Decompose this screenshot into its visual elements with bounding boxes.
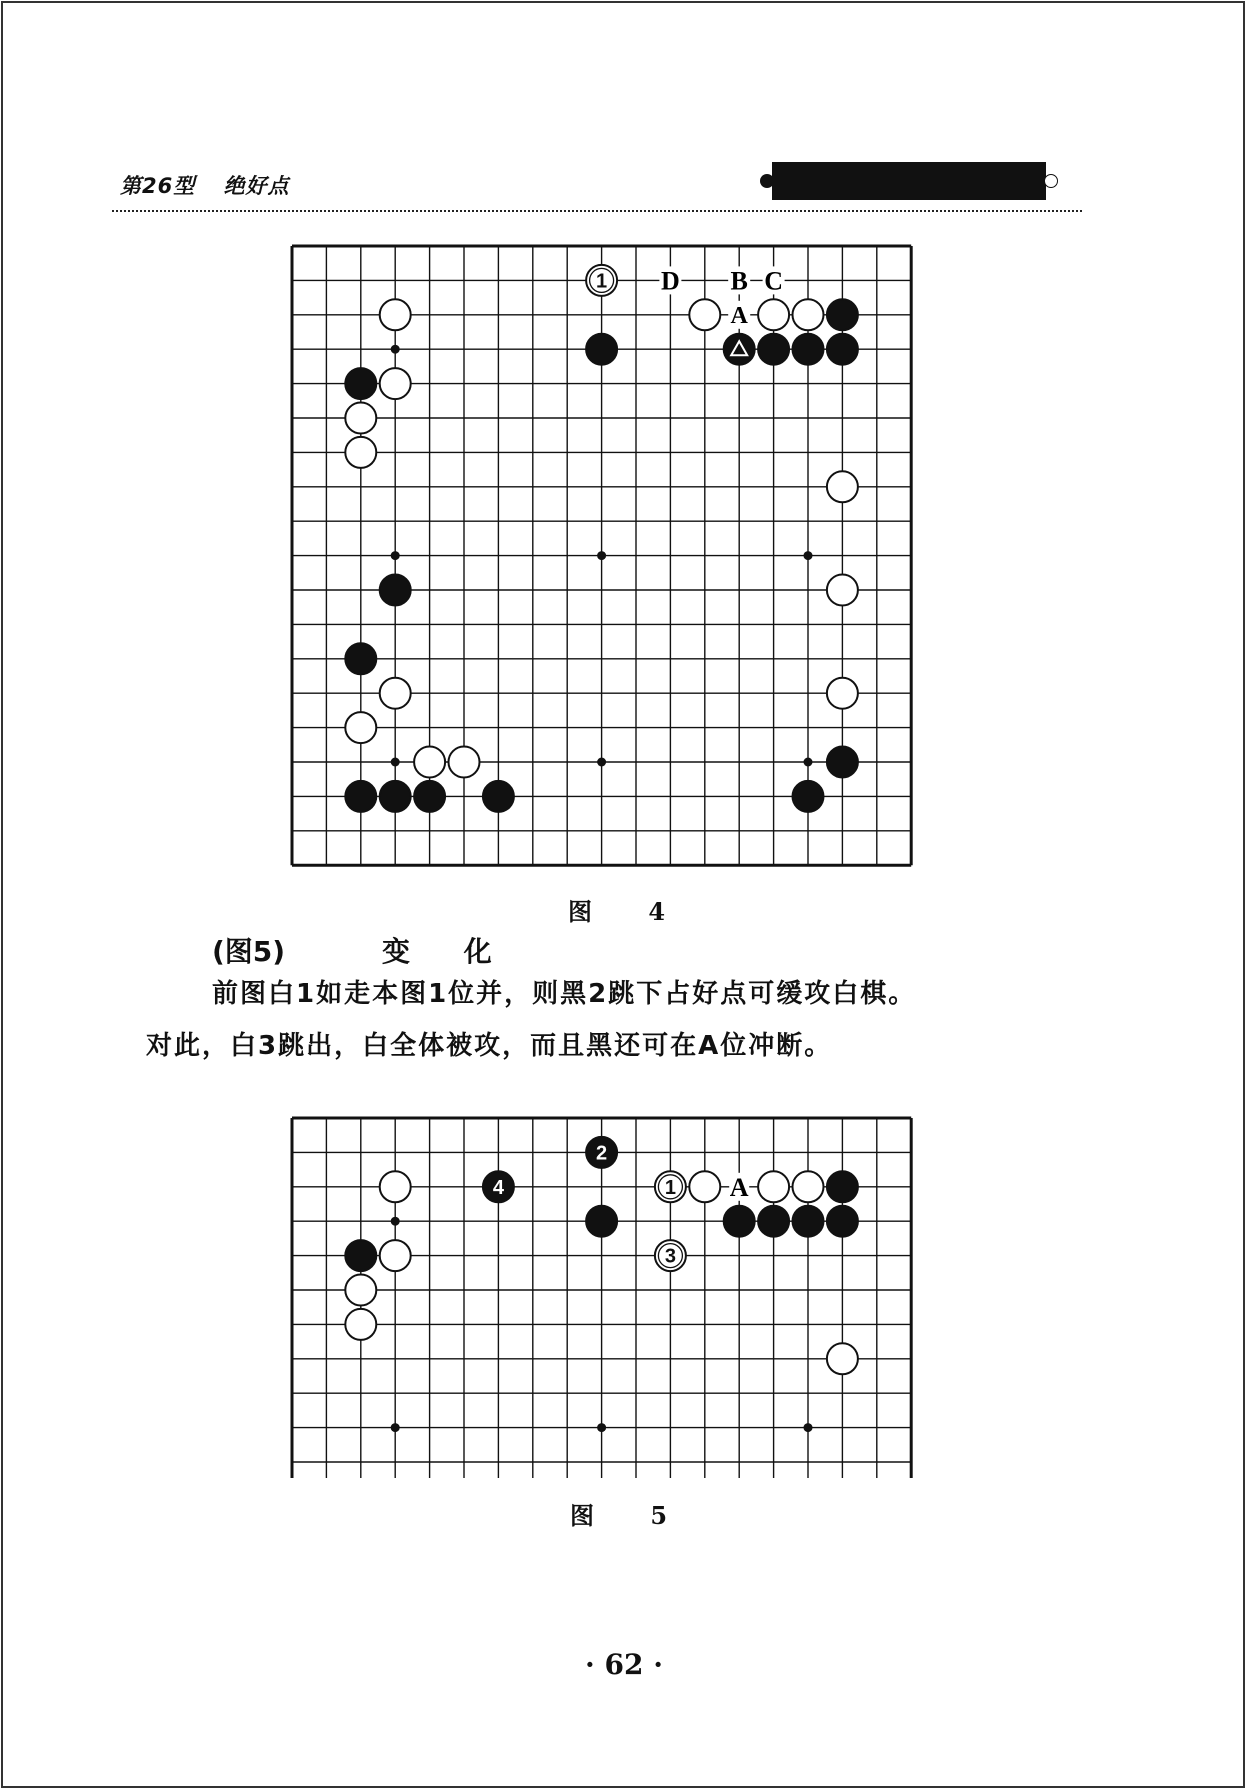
black-stone xyxy=(345,368,376,399)
black-stone xyxy=(345,643,376,674)
header-rule xyxy=(112,210,1082,212)
white-stone xyxy=(793,1171,824,1202)
black-stone xyxy=(724,1206,755,1237)
star-point xyxy=(804,551,813,560)
star-point xyxy=(597,1423,606,1432)
white-stone xyxy=(345,1309,376,1340)
black-stone xyxy=(414,781,445,812)
figure-5-caption: 图 5 xyxy=(570,1501,692,1530)
black-stone xyxy=(827,1206,858,1237)
black-stone xyxy=(793,781,824,812)
go-diagram-5 xyxy=(290,1116,920,1482)
page-number: · 62 · xyxy=(585,1648,663,1681)
label-B: B xyxy=(730,266,748,296)
svg-text:4: 4 xyxy=(492,1176,504,1199)
black-stone xyxy=(827,747,858,778)
white-stone xyxy=(689,299,720,330)
white-stone xyxy=(380,1240,411,1271)
label-A: A xyxy=(730,302,748,329)
white-stone xyxy=(793,299,824,330)
black-stone xyxy=(827,299,858,330)
header-black-bar xyxy=(772,162,1046,200)
white-stone xyxy=(827,1343,858,1374)
svg-text:1: 1 xyxy=(664,1176,676,1199)
paragraph-line-1: 前图白1如走本图1位并，则黑2跳下占好点可缓攻白棋。 xyxy=(212,979,917,1009)
black-stone xyxy=(483,781,514,812)
white-stone xyxy=(380,368,411,399)
star-point xyxy=(391,1423,400,1432)
point-labels xyxy=(729,1173,749,1202)
star-point xyxy=(391,758,400,767)
black-stone xyxy=(827,1171,858,1202)
white-stone xyxy=(758,299,789,330)
white-stone xyxy=(758,1171,789,1202)
body-paragraph xyxy=(146,968,1106,1072)
black-stone xyxy=(827,334,858,365)
black-stone xyxy=(586,1206,617,1237)
white-stone-move-1 xyxy=(655,1171,686,1202)
black-stone xyxy=(380,781,411,812)
running-header xyxy=(112,162,1082,212)
white-stone-move-1 xyxy=(586,265,617,296)
black-stone xyxy=(345,781,376,812)
black-stone xyxy=(586,334,617,365)
white-stone xyxy=(345,403,376,434)
white-stone xyxy=(345,437,376,468)
white-stone-move-3 xyxy=(655,1240,686,1271)
figure-4-caption: 图 4 xyxy=(568,897,690,926)
white-dot-icon xyxy=(1044,174,1058,188)
black-stone-move-4 xyxy=(483,1171,514,1202)
svg-text:1: 1 xyxy=(596,270,608,293)
star-point xyxy=(391,1217,400,1226)
black-stone-move-2 xyxy=(586,1137,617,1168)
black-stone xyxy=(345,1240,376,1271)
star-point xyxy=(597,551,606,560)
white-stone xyxy=(827,575,858,606)
white-stone xyxy=(380,299,411,330)
star-point xyxy=(391,345,400,354)
white-stone xyxy=(827,678,858,709)
svg-text:3: 3 xyxy=(664,1245,676,1268)
topic-label: 绝好点 xyxy=(223,174,290,198)
star-point xyxy=(804,758,813,767)
paragraph-line-2: 对此，白3跳出，白全体被攻，而且黑还可在A位冲断。 xyxy=(146,1031,833,1061)
svg-text:2: 2 xyxy=(596,1142,608,1165)
header-decoration xyxy=(760,162,1058,200)
black-stone xyxy=(793,334,824,365)
white-stone xyxy=(345,712,376,743)
black-stone xyxy=(724,334,755,365)
star-point xyxy=(391,551,400,560)
white-stone xyxy=(380,1171,411,1202)
black-stone xyxy=(758,1206,789,1237)
label-A: A xyxy=(729,1172,749,1202)
white-stone xyxy=(414,747,445,778)
label-D: D xyxy=(661,266,680,296)
black-stone xyxy=(758,334,789,365)
white-stone xyxy=(380,678,411,709)
black-stone xyxy=(380,575,411,606)
chapter-label: 第26型 xyxy=(120,174,196,198)
section-name: 变 化 xyxy=(382,935,514,968)
black-stone xyxy=(793,1206,824,1237)
white-stone xyxy=(689,1171,720,1202)
header-title xyxy=(120,170,290,200)
white-stone xyxy=(827,471,858,502)
section-number: (图5) xyxy=(212,935,286,968)
section-heading xyxy=(212,930,514,970)
star-point xyxy=(597,758,606,767)
white-stone xyxy=(345,1275,376,1306)
go-diagram-4 xyxy=(290,244,920,880)
star-point xyxy=(804,1423,813,1432)
white-stone xyxy=(449,747,480,778)
label-C: C xyxy=(764,266,783,296)
